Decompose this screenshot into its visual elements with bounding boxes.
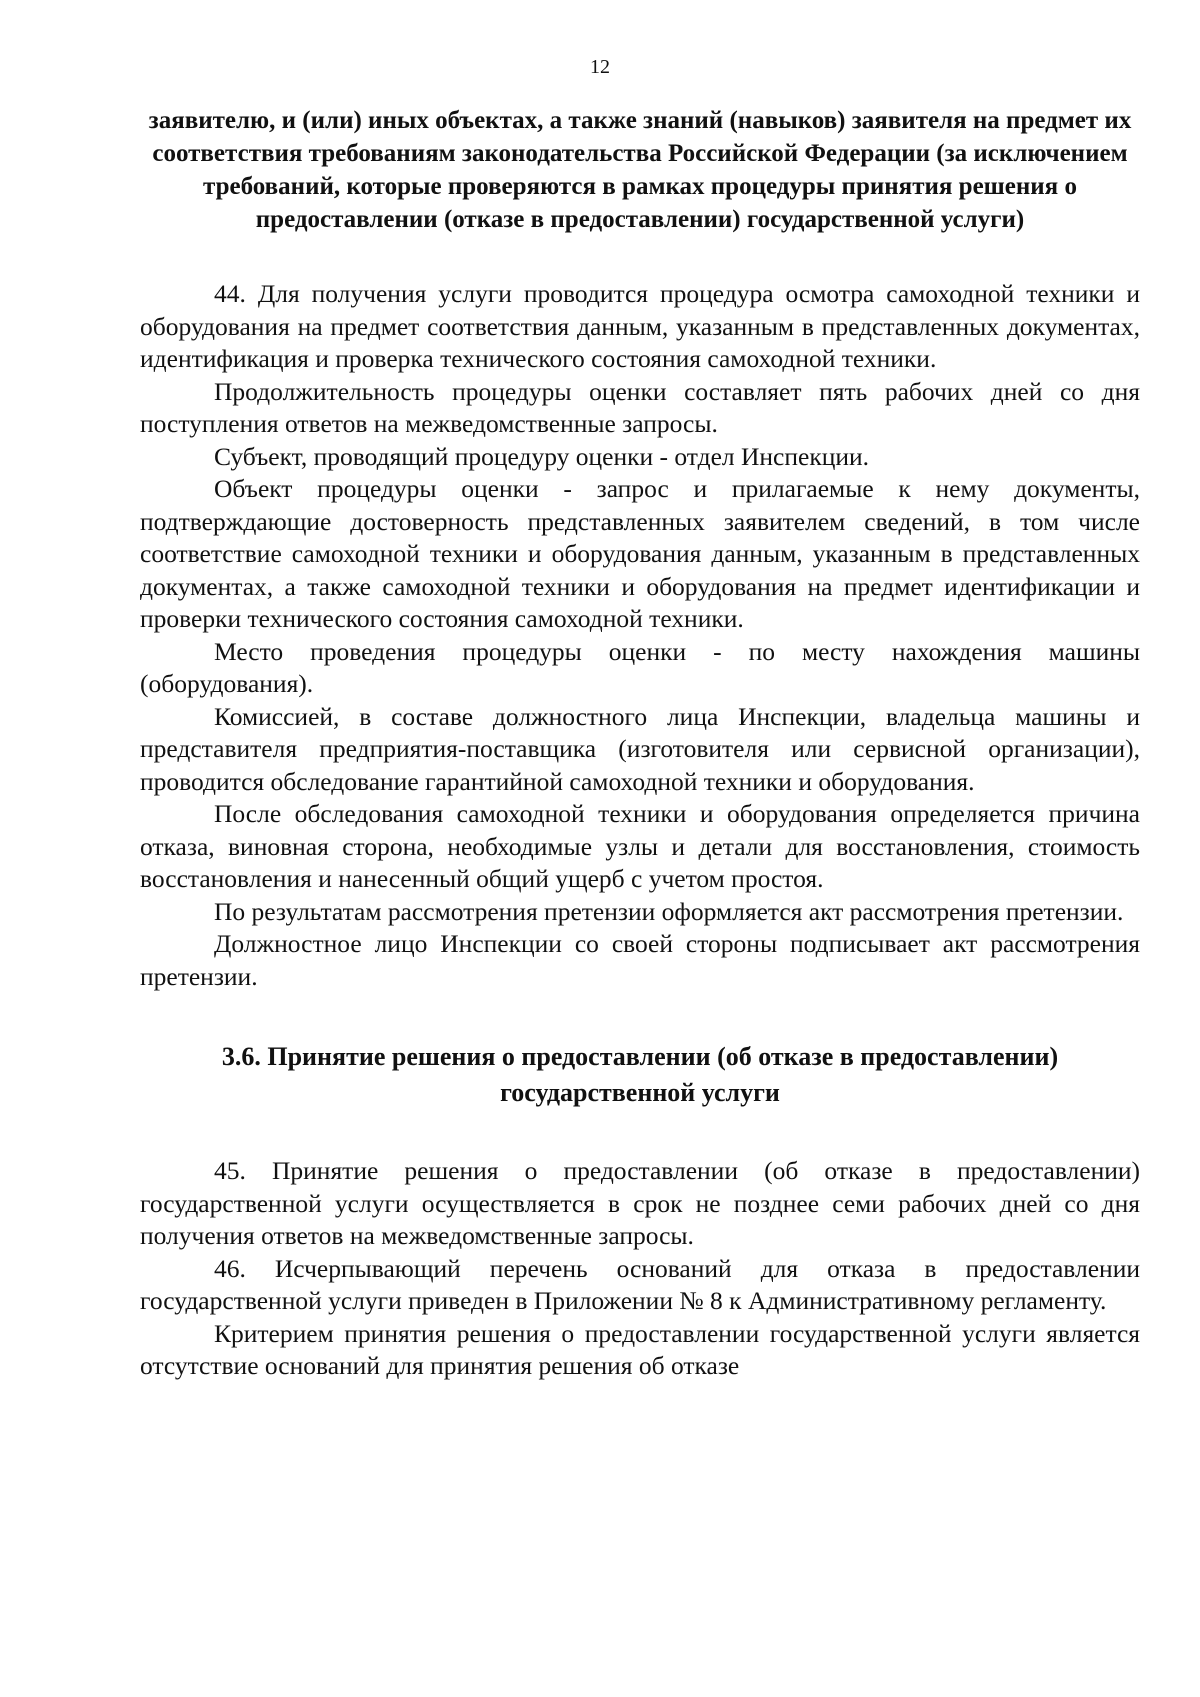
paragraph-group-assessment [140,278,1140,993]
paragraph-subject: Субъект, проводящий процедуру оценки - отдел Инспекции. [214,441,870,471]
page-content [140,104,1140,1383]
paragraph-inspection-result: После обследования самоходной техники и оборудования определяется причина отказа, виновная сторона, необходимые узлы и детали для восстановления, стоимость восстановления и нанесенный общий ущерб с учетом простоя. [140,799,1140,893]
paragraph-44: 44. Для получения услуги проводится процедура осмотра самоходной техники и оборудования на предмет соответствия данным, указанным в представленных документах, идентификация и проверка технического состояния самоходной техники. [140,279,1140,373]
paragraph-45: 45. Принятие решения о предоставлении (об отказе в предоставлении) государственной услуги осуществляется в срок не позднее семи рабочих дней со дня получения ответов на межведомственные запросы. [140,1156,1140,1250]
paragraph-place: Место проведения процедуры оценки - по месту нахождения машины (оборудования). [140,636,1140,698]
paragraph-commission: Комиссией, в составе должностного лица Инспекции, владельца машины и представителя предприятия-поставщика (изготовителя или сервисной организации), проводится обследование гарантийной самоходной техники и оборудования. [140,701,1140,796]
page-number: 12 [590,56,610,78]
section-heading-3-6: 3.6. Принятие решения о предоставлении (об отказе в предоставлении) государственной услуги [221,1042,1059,1107]
paragraph-criterion: Критерием принятия решения о предоставлении государственной услуги является отсутствие оснований для принятия решения об отказе [140,1318,1140,1380]
paragraph-object: Объект процедуры оценки - запрос и прилагаемые к нему документы, подтверждающие достоверность представленных заявителем сведений, в том числе соответствие самоходной техники и оборудования данным, указанным в представленных документах, а также самоходной техники и оборудования на предмет идентификации и проверки технического состояния самоходной техники. [140,474,1140,633]
paragraph-signature: Должностное лицо Инспекции со своей стороны подписывает акт рассмотрения претензии. [140,929,1140,991]
paragraph-46: 46. Исчерпывающий перечень оснований для отказа в предоставлении государственной услуги приведен в Приложении № 8 к Административному регламенту. [140,1253,1140,1315]
paragraph-duration: Продолжительность процедуры оценки составляет пять рабочих дней со дня поступления ответов на межведомственные запросы. [140,376,1140,438]
paragraph-claim-act: По результатам рассмотрения претензии оформляется акт рассмотрения претензии. [214,896,1124,926]
paragraph-group-decision [140,1155,1140,1383]
continued-heading: заявителю, и (или) иных объектах, а также знаний (навыков) заявителя на предмет их соответствия требованиям законодательства Российской Федерации (за исключением требований, которые проверяются в рамках процедуры принятия решения о предоставлении (отказе в предоставлении) государственной услуги) [148,107,1132,233]
